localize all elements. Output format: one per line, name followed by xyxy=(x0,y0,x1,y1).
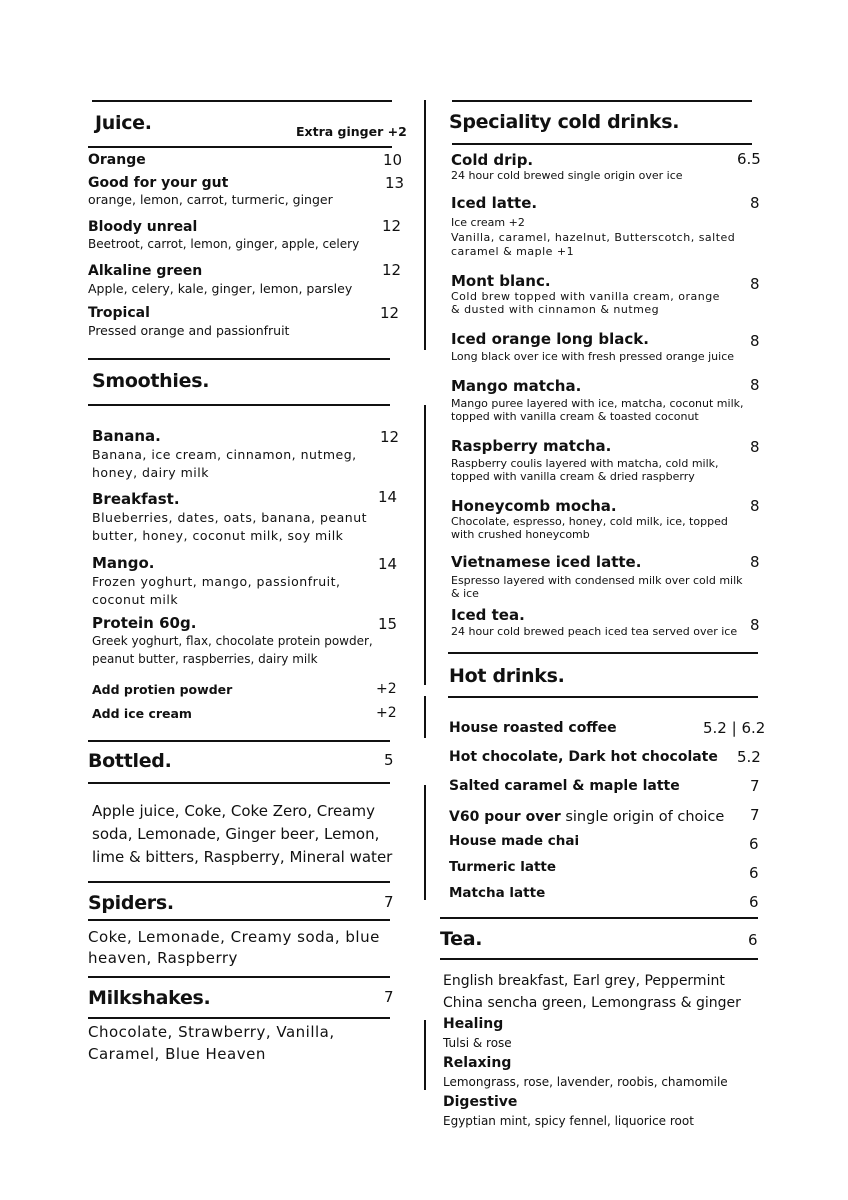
menu-item-price: 5.2 xyxy=(737,748,761,766)
menu-item-price: 12 xyxy=(382,217,402,235)
menu-item-description: Apple, celery, kale, ginger, lemon, parsley xyxy=(88,281,353,296)
tea-list: English breakfast, Earl grey, Peppermint xyxy=(443,973,725,989)
section-price: 7 xyxy=(384,988,394,1006)
bottled-list: soda, Lemonade, Ginger beer, Lemon, xyxy=(92,825,380,843)
menu-item-price: 8 xyxy=(750,553,760,571)
menu-item-price: 8 xyxy=(750,616,760,634)
menu-item-description: Long black over ice with fresh pressed orange juice xyxy=(451,350,735,363)
menu-item-name: Iced orange long black. xyxy=(451,330,649,348)
menu-item-description: peanut butter, raspberries, dairy milk xyxy=(92,652,318,666)
menu-item-description: caramel & maple +1 xyxy=(451,245,575,258)
divider xyxy=(448,652,758,654)
column-separator xyxy=(424,785,426,900)
menu-item-price: 8 xyxy=(750,194,760,212)
menu-item-name: Salted caramel & maple latte xyxy=(449,778,680,794)
menu-item-suffix: single origin of choice xyxy=(560,809,725,825)
tea-group-description: Tulsi & rose xyxy=(443,1036,512,1050)
menu-item-price: 5.2 | 6.2 xyxy=(703,719,766,737)
divider xyxy=(88,358,390,360)
menu-item-name: Protein 60g. xyxy=(92,614,197,632)
divider xyxy=(452,143,752,145)
section-title-milkshakes: Milkshakes. xyxy=(88,987,211,1009)
menu-item-description: butter, honey, coconut milk, soy milk xyxy=(92,528,344,543)
section-title-bottled: Bottled. xyxy=(88,750,172,772)
spiders-list: Coke, Lemonade, Creamy soda, blue xyxy=(88,928,380,946)
divider xyxy=(88,146,392,148)
menu-item-price: 6.5 xyxy=(737,150,761,168)
menu-item-name: Iced tea. xyxy=(451,606,525,624)
menu-item-v60 xyxy=(449,806,724,825)
section-title-hot-drinks: Hot drinks. xyxy=(449,665,565,687)
divider xyxy=(440,917,758,919)
menu-item-description: 24 hour cold brewed single origin over ice xyxy=(451,169,683,182)
menu-item-name: House made chai xyxy=(449,833,580,849)
bottled-list: lime & bitters, Raspberry, Mineral water xyxy=(92,848,393,866)
column-separator xyxy=(424,405,426,685)
menu-item-name: Alkaline green xyxy=(88,263,203,279)
menu-item-price: 8 xyxy=(750,497,760,515)
menu-item-description: Ice cream +2 xyxy=(451,216,525,229)
divider xyxy=(452,100,752,102)
bottled-list: Apple juice, Coke, Coke Zero, Creamy xyxy=(92,802,375,820)
menu-item-description: Raspberry coulis layered with matcha, cold milk, xyxy=(451,457,719,470)
menu-item-description: honey, dairy milk xyxy=(92,465,209,480)
section-title-smoothies: Smoothies. xyxy=(92,370,210,392)
menu-item-price: 10 xyxy=(383,151,403,169)
menu-item-price: 6 xyxy=(749,835,759,853)
menu-item-name: Good for your gut xyxy=(88,175,229,191)
menu-item-price: 6 xyxy=(749,864,759,882)
menu-item-description: Mango puree layered with ice, matcha, coconut milk, xyxy=(451,397,744,410)
menu-item-price: 8 xyxy=(750,376,760,394)
tea-list: China sencha green, Lemongrass & ginger xyxy=(443,995,741,1011)
divider xyxy=(448,696,758,698)
divider xyxy=(88,919,390,921)
menu-item-name: Matcha latte xyxy=(449,885,546,901)
menu-item-name: Orange xyxy=(88,152,146,168)
menu-item-description: Frozen yoghurt, mango, passionfruit, xyxy=(92,574,341,589)
menu-item-description: Espresso layered with condensed milk over cold milk xyxy=(451,574,743,587)
menu-item-name: Tropical xyxy=(88,305,150,321)
divider xyxy=(440,958,758,960)
column-separator xyxy=(424,100,426,350)
section-title-juice: Juice. xyxy=(95,112,152,134)
divider xyxy=(88,1017,390,1019)
extra-ginger-note: Extra ginger +2 xyxy=(296,124,407,139)
section-price: 5 xyxy=(384,751,394,769)
menu-item-description: Vanilla, caramel, hazelnut, Butterscotch, salted xyxy=(451,231,736,244)
addon-name: Add ice cream xyxy=(92,706,192,721)
addon-price: +2 xyxy=(376,705,397,721)
tea-group-name: Relaxing xyxy=(443,1055,512,1071)
menu-item-name: Vietnamese iced latte. xyxy=(451,553,642,571)
addon-price: +2 xyxy=(376,681,397,697)
divider xyxy=(88,404,390,406)
milkshakes-list: Caramel, Blue Heaven xyxy=(88,1045,266,1063)
menu-item-name: Mont blanc. xyxy=(451,272,551,290)
menu-item-description: orange, lemon, carrot, turmeric, ginger xyxy=(88,192,333,207)
menu-item-price: 12 xyxy=(382,261,402,279)
tea-group-name: Digestive xyxy=(443,1094,518,1110)
tea-group-description: Lemongrass, rose, lavender, roobis, chamomile xyxy=(443,1075,728,1089)
menu-item-price: 15 xyxy=(378,615,398,633)
menu-item-description: coconut milk xyxy=(92,592,179,607)
menu-item-name: Banana. xyxy=(92,427,161,445)
menu-item-description: Pressed orange and passionfruit xyxy=(88,323,290,338)
menu-item-name: Bloody unreal xyxy=(88,219,198,235)
addon-name: Add protien powder xyxy=(92,682,233,697)
menu-item-name: Cold drip. xyxy=(451,151,534,169)
menu-item-name: Breakfast. xyxy=(92,490,180,508)
menu-item-description: Greek yoghurt, flax, chocolate protein powder, xyxy=(92,634,373,648)
menu-item-description: & ice xyxy=(451,587,479,600)
section-title-spiders: Spiders. xyxy=(88,892,174,914)
divider xyxy=(88,740,390,742)
divider xyxy=(88,782,390,784)
menu-item-price: 14 xyxy=(378,555,398,573)
menu-item-price: 8 xyxy=(750,275,760,293)
menu-item-name: Hot chocolate, Dark hot chocolate xyxy=(449,749,718,765)
menu-item-name: Iced latte. xyxy=(451,194,538,212)
menu-item-description: Chocolate, espresso, honey, cold milk, ice, topped xyxy=(451,515,728,528)
menu-item-description: with crushed honeycomb xyxy=(451,528,590,541)
menu-item-name: Mango. xyxy=(92,554,155,572)
menu-item-description: Beetroot, carrot, lemon, ginger, apple, celery xyxy=(88,237,360,251)
menu-item-price: 6 xyxy=(749,893,759,911)
menu-item-price: 13 xyxy=(385,174,405,192)
menu-item-price: 12 xyxy=(380,428,400,446)
divider xyxy=(92,100,392,102)
section-title-cold-drinks: Speciality cold drinks. xyxy=(449,111,680,133)
menu-item-description: 24 hour cold brewed peach iced tea served over ice xyxy=(451,625,738,638)
divider xyxy=(88,976,390,978)
menu-item-description: Banana, ice cream, cinnamon, nutmeg, xyxy=(92,447,357,462)
menu-item-name: Honeycomb mocha. xyxy=(451,497,617,515)
menu-item-description: Cold brew topped with vanilla cream, orange xyxy=(451,290,720,303)
divider xyxy=(88,881,390,883)
menu-item-price: 7 xyxy=(750,806,760,824)
menu-item-name: V60 pour over xyxy=(449,809,561,825)
menu-item-name: Turmeric latte xyxy=(449,859,557,875)
column-separator xyxy=(424,696,426,738)
menu-item-description: topped with vanilla cream & dried raspberry xyxy=(451,470,695,483)
tea-group-name: Healing xyxy=(443,1016,504,1032)
menu-item-description: topped with vanilla cream & toasted coconut xyxy=(451,410,699,423)
column-separator xyxy=(424,1020,426,1090)
menu-item-description: & dusted with cinnamon & nutmeg xyxy=(451,303,660,316)
menu-item-price: 7 xyxy=(750,777,760,795)
menu-item-price: 8 xyxy=(750,438,760,456)
menu-item-name: House roasted coffee xyxy=(449,720,617,736)
section-price: 7 xyxy=(384,893,394,911)
menu-item-price: 14 xyxy=(378,488,398,506)
milkshakes-list: Chocolate, Strawberry, Vanilla, xyxy=(88,1023,335,1041)
menu-item-name: Raspberry matcha. xyxy=(451,437,612,455)
menu-item-name: Mango matcha. xyxy=(451,377,582,395)
tea-group-description: Egyptian mint, spicy fennel, liquorice root xyxy=(443,1114,694,1128)
menu-item-description: Blueberries, dates, oats, banana, peanut xyxy=(92,510,368,525)
section-title-tea: Tea. xyxy=(440,928,483,950)
spiders-list: heaven, Raspberry xyxy=(88,949,238,967)
menu-item-price: 12 xyxy=(380,304,400,322)
menu-item-price: 8 xyxy=(750,332,760,350)
section-price: 6 xyxy=(748,931,758,949)
